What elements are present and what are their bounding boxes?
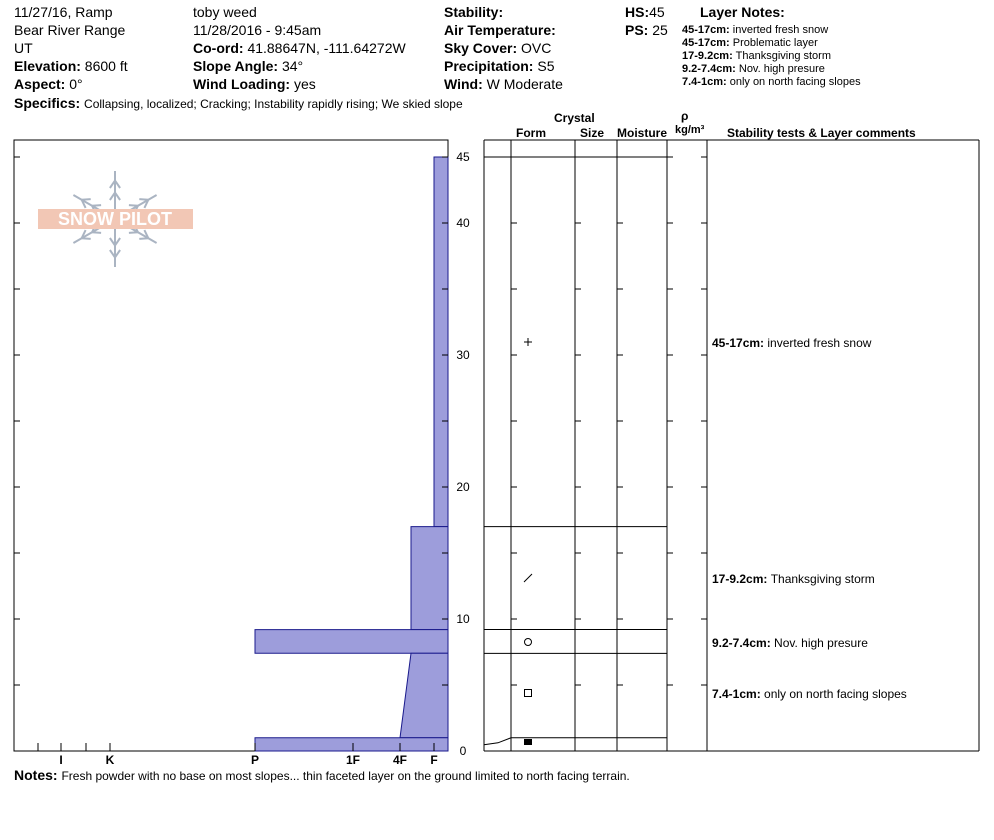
notes-label: Notes: [14,767,58,783]
layer-note-range: 45-17cm: [682,37,730,49]
coord-label: Co-ord: [193,40,244,56]
aspect-label: Aspect: [14,76,66,92]
layer-notes-title: Layer Notes: [700,4,785,20]
layer-comment [712,687,907,701]
layer-note-text: inverted fresh snow [732,24,829,36]
height-tick-label: 20 [456,480,470,494]
height-tick-label: 30 [456,348,470,362]
hardness-area [255,157,448,751]
snowflake-branch [129,205,138,206]
layer-comment-text: only on north facing slopes [764,687,907,701]
air-temp-label: Air Temperature: [444,22,556,38]
snowflake-branch [139,238,148,239]
layer-comment-text: Nov. high presure [774,636,868,650]
snowflake-branch [92,232,101,233]
size-header: Size [580,126,605,140]
notes-value: Fresh powder with no base on most slopes... thin faceted layer on the ground limited to north facing terrain. [61,769,630,783]
density-unit: kg/m³ [675,124,705,136]
precip-value: S5 [537,58,555,74]
layer-note-text: Nov. high presure [738,63,825,75]
height-tick-label: 0 [459,744,467,758]
layer-comment [712,636,868,650]
layer-comment [712,572,875,586]
snowflake-branch [82,238,91,239]
hardness-tick-label: K [105,753,115,767]
observation-datetime: 11/28/2016 - 9:45am [193,22,322,38]
slope-value: 34° [281,58,304,74]
layer-comment-text: Thanksgiving storm [770,572,875,586]
aspect-value: 0° [69,76,83,92]
hardness-plot-frame [14,140,448,751]
comments-header: Stability tests & Layer comments [727,126,916,140]
snowflake-branch [82,199,91,200]
layer-note-text: Thanksgiving storm [735,50,831,62]
coord-value: 41.88647N, -111.64272W [247,40,406,56]
height-axis [456,150,470,758]
hardness-layer-bar [255,630,448,654]
layer-note-range: 45-17cm: [682,24,730,36]
layer-note-range: 7.4-1cm: [682,76,727,88]
wind-label: Wind: [444,76,483,92]
ps-value: 25 [652,22,668,38]
mountain-range: Bear River Range [14,22,126,38]
form-header: Form [516,126,546,140]
hardness-tick-label: F [430,753,438,767]
moisture-header: Moisture [617,126,668,140]
wind-value: W Moderate [486,76,563,92]
specifics-label: Specifics: [14,95,81,111]
hardness-layer-bar [400,653,448,738]
hardness-tick-label: 1F [345,753,361,767]
layer-comments [712,336,907,701]
elevation-label: Elevation: [14,58,81,74]
snowflake-branch [129,232,138,233]
rounded-grains-icon [525,639,532,646]
slope-label: Slope Angle: [193,58,279,74]
state: UT [14,40,33,56]
faceted-crystals-icon [525,690,532,697]
sky-label: Sky Cover: [444,40,518,56]
hardness-layer-bar [255,738,448,751]
layer-comment-text: inverted fresh snow [767,336,872,350]
crystal-header: Crystal [554,111,595,125]
hs-label: HS: [625,4,650,20]
snowflake-branch [139,199,148,200]
crystal-form-symbols [524,338,532,745]
ps-label: PS: [625,22,649,38]
depth-hoar-icon [524,739,532,745]
precipitation-particles-icon [524,338,532,346]
height-tick-label: 10 [456,612,470,626]
height-tick-label: 40 [456,216,470,230]
height-tick-label: 45 [456,150,470,164]
table-height-ticks [511,157,707,685]
hs-value: 45 [649,4,665,20]
hardness-tick-label: 4F [392,753,408,767]
height-ticks-left [14,157,448,685]
logo-text: SNOW PILOT [58,209,172,229]
layer-comment-range: 45-17cm: [712,336,768,350]
wind-loading-label: Wind Loading: [193,76,291,92]
snowpilot-logo [38,171,193,267]
layer-note-text: only on north facing slopes [729,76,861,88]
observer-name: toby weed [193,4,257,20]
layer-comment-range: 9.2-7.4cm: [712,636,775,650]
stability-label: Stability: [444,4,504,20]
pit-date-location: 11/27/16, Ramp [14,4,113,20]
precip-label: Precipitation: [444,58,534,74]
layer-note-range: 17-9.2cm: [682,50,733,62]
decomposing-fragments-icon [524,574,532,582]
sky-value: OVC [521,40,552,56]
snowflake-branch [92,205,101,206]
layer-comment-range: 17-9.2cm: [712,572,771,586]
hardness-tick-label: P [250,753,260,767]
layer-comment-range: 7.4-1cm: [712,687,765,701]
density-symbol: ρ [681,109,689,123]
specifics-value: Collapsing, localized; Cracking; Instability rapidly rising; We skied slope [84,97,463,111]
layer-note-text: Problematic layer [732,37,818,49]
hardness-tick-label: I [59,753,63,767]
hardness-layer-bar [411,527,448,630]
wind-loading-value: yes [293,76,316,92]
hardness-layer-bar [434,157,448,527]
layer-comment [712,336,872,350]
layer-note-range: 9.2-7.4cm: [682,63,736,75]
elevation-value: 8600 ft [84,58,128,74]
